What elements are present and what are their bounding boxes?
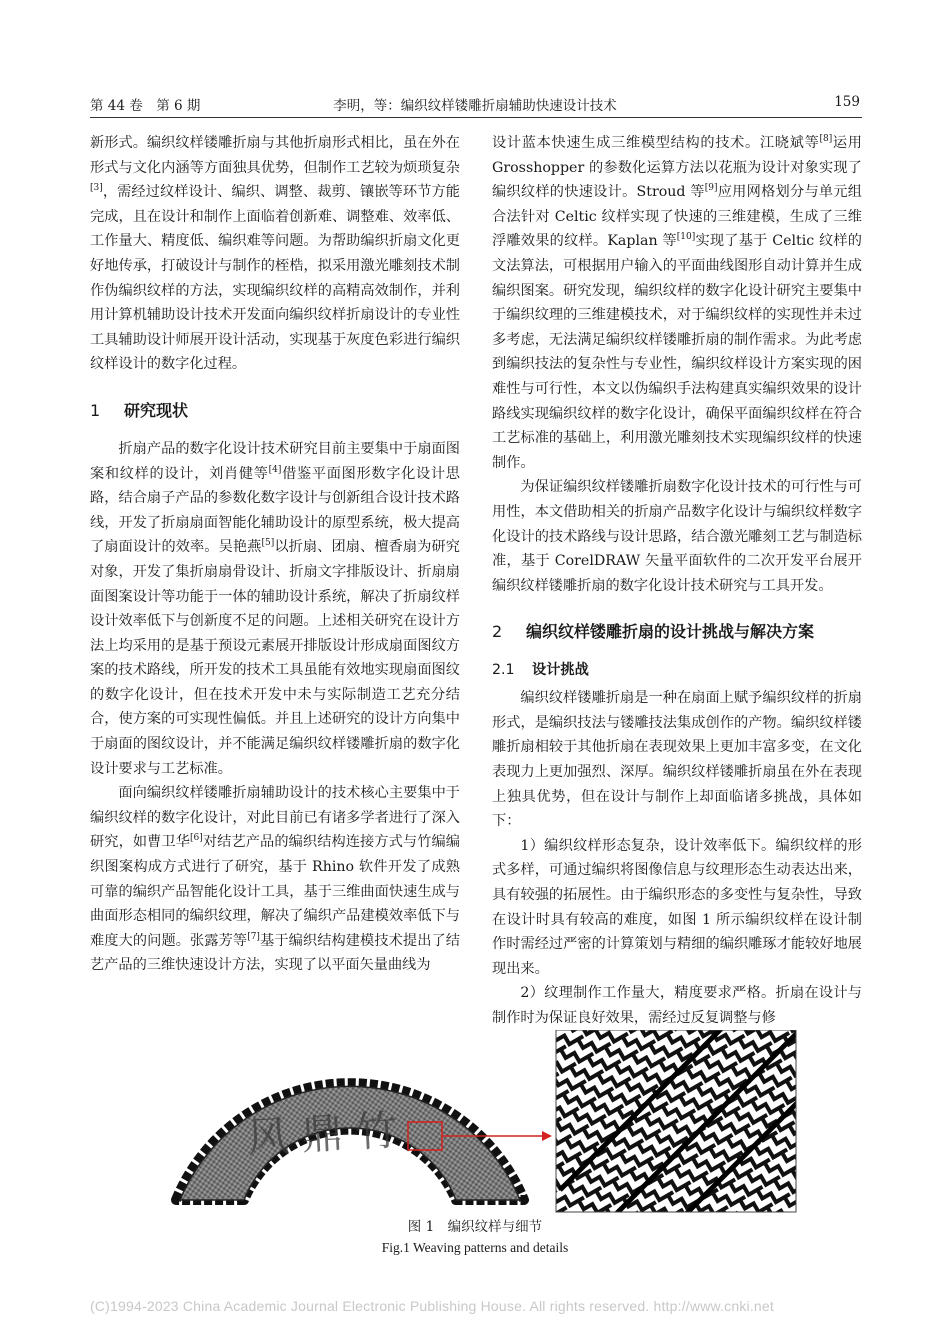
fan-calligraphy: 风鼎竹: [246, 1104, 411, 1163]
left-column: [90, 131, 460, 978]
citation[interactable]: [10]: [676, 232, 696, 243]
copyright-footer: (C)1994-2023 China Academic Journal Electronic Publishing House. All rights reserved. http://www.cnki.net: [90, 1298, 774, 1314]
figure-caption-zh: 图 1 编织纹样与细节: [407, 1219, 543, 1235]
text: ，需经过纹样设计、编织、调整、裁剪、镶嵌等环节方能完成，且在设计和制作上面临着创新难、调整难、效率低、工作量大、精度低、编织难等问题。为帮助编织折扇文化更好地传承，打破设计与制作的桎梏，拟采用激光雕刻技术制作伪编织纹样的方法，实现编织纹样的高精高效制作，并利用计算机辅助设计技术开发面向编织纹样折扇设计的专业性工具辅助设计师展开设计活动，实现基于灰度色彩进行编织纹样设计的数字化过程。: [90, 184, 460, 373]
paragraph: 2）纹理制作工作量大，精度要求严格。折扇在设计与制作时为保证良好效果，需经过反复调整与修: [492, 985, 862, 1026]
figure-1: [90, 1030, 862, 1215]
citation[interactable]: [8]: [819, 134, 833, 144]
page-number: 159: [834, 94, 860, 110]
header-rule: [90, 117, 862, 118]
text: 新形式。编织纹样镂雕折扇与其他折扇形式相比，虽在外在形式与文化内涵等方面独具优势，但制作工艺较为烦琐复杂: [90, 135, 460, 176]
text: 对结艺产品的编织结构连接方式与竹编编织图案构成方式进行了研究，基于 Rhino 软件开发了成熟可靠的编织产品智能化设计工具，基于三维曲面快速生成与曲面形态相同的编织纹理，解决了编织产品建模效率低下与难度大的问题。张露芳等: [90, 834, 460, 949]
paragraph: 为保证编织纹样镂雕折扇数字化设计技术的可行性与可用性，本文借助相关的折扇产品数字化设计与编织纹样数字化设计的技术路线与设计思路，结合激光雕刻工艺与制造标准，基于 CorelDRAW 矢量平面软件的二次开发平台展开编织纹样镂雕折扇的数字化设计技术研究与工具开发。: [492, 479, 862, 594]
citation[interactable]: [5]: [261, 538, 275, 549]
text: 实现了基于 Celtic 纹样的文法算法，可根据用户输入的平面曲线图形自动计算并生成编织图案。研究发现，编织纹样的数字化设计研究主要集中于编织纹理的三维建模技术，对于编织纹样的实现性并未过多考虑，无法满足编织纹样镂雕折扇的制作需求。为此考虑到编织技法的复杂性与专业性，编织纹样设计方案实现的困难性与可行性，本文以伪编织手法构建真实编织效果的设计路线实现编织纹样的数字化设计，确保平面编织纹样在符合工艺标准的基础上，利用激光雕刻技术实现编织纹样的快速制作。: [492, 233, 862, 471]
subsection-heading-2-1: [492, 658, 862, 682]
paragraph: [90, 781, 460, 978]
citation[interactable]: [7]: [247, 931, 260, 942]
paragraph: [90, 131, 460, 377]
paragraph: [492, 131, 862, 475]
text: 借鉴平面图形数字化设计思路，结合扇子产品的参数化数字设计与创新组合设计技术路线，开发了折扇扇面智能化辅助设计的原型系统，极大提高了扇面设计的效率。吴艳燕: [90, 465, 460, 556]
paragraph: 编织纹样镂雕折扇是一种在扇面上赋予编织纹样的折扇形式，是编织技法与镂雕技法集成创作的产物。编织纹样镂雕折扇相较于其他折扇在表现效果上更加丰富多变，在文化表现力上更加强烈、深厚。编织纹样镂雕折扇虽在外在表现上独具优势，但在设计与制作上却面临诸多挑战，具体如下：: [492, 690, 862, 830]
text: 应用网格划分与单元组合法针对 Celtic 纹样实现了快速的三维建模，生成了三维浮雕效果的纹样。Kaplan 等: [492, 184, 862, 250]
text: 运用 Grosshopper 的参数化运算方法以花瓶为设计对象实现了编织纹样的快速设计。Stroud 等: [492, 135, 862, 201]
figure-caption-en: Fig.1 Weaving patterns and details: [381, 1240, 569, 1255]
weave-detail-image: [556, 1030, 820, 1215]
text: 面向编织纹样镂雕折扇辅助设计的技术核心主要集中于编织纹样的数字化设计，对此目前已有诸多学者进行了深入研究，如曹卫华: [90, 785, 460, 851]
subsection-title: 设计挑战: [532, 662, 589, 679]
paragraph: 1）编织纹样形态复杂，设计效率低下。编织纹样的形式多样，可通过编织将图像信息与纹理形态生动表达出来，具有较强的拓展性。由于编织形态的多变性与复杂性，导致在设计时具有较高的难度，如图 1 所示编织纹样在设计制作时需经过严密的计算策划与精细的编织雕琢才能较好地展现出来。: [492, 837, 862, 977]
running-title: 李明，等：编织纹样镂雕折扇辅助快速设计技术: [333, 98, 617, 114]
text: 以折扇、团扇、檀香扇为研究对象，开发了集折扇扇骨设计、折扇文字排版设计、折扇扇面图案设计等功能于一体的辅助设计系统，解决了折扇纹样设计效率低下与创新度不足的问题。上述相关研究在设计方法上均采用的是基于预设元素展开排版设计形成扇面图纹方案的技术路线，所开发的技术工具虽能有效地实现扇面图纹的数字化设计，但在技术开发中未与实际制造工艺充分结合，使方案的可实现性偏低。并且上述研究的设计方向集中于扇面的图纹设计，并不能满足编织纹样镂雕折扇的数字化设计要求与工艺标准。: [90, 539, 460, 777]
citation[interactable]: [3]: [90, 183, 103, 194]
right-column: [492, 131, 862, 1031]
section-number: 1: [90, 400, 101, 420]
text: 基于编织结构建模技术提出了结艺产品的三维快速设计方法，实现了以平面矢量曲线为: [90, 932, 460, 974]
section-heading-2: [492, 620, 862, 644]
journal-volume-issue: 第 44 卷 第 6 期: [90, 98, 201, 114]
section-heading-1: [90, 399, 460, 423]
paragraph: [90, 437, 460, 781]
figure-1-graphic: [90, 1030, 862, 1215]
citation[interactable]: [4]: [268, 464, 282, 475]
citation[interactable]: [6]: [190, 833, 203, 844]
section-title: 研究现状: [124, 400, 189, 420]
text: 折扇产品的数字化设计技术研究目前主要集中于扇面图案和纹样的设计，刘肖健等: [90, 440, 460, 482]
section-title: 编织纹样镂雕折扇的设计挑战与解决方案: [526, 622, 815, 642]
section-number: 2: [492, 622, 503, 642]
text: 设计蓝本快速生成三维模型结构的技术。江晓斌等: [492, 135, 820, 151]
citation[interactable]: [9]: [704, 183, 718, 194]
subsection-number: 2.1: [492, 662, 515, 679]
